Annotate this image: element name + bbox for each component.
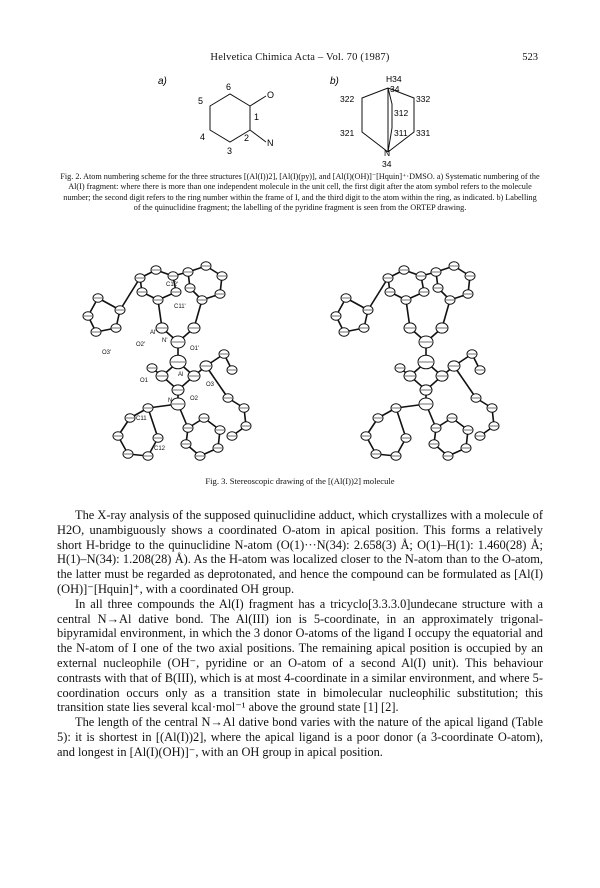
atom-N-cage: N — [384, 148, 391, 158]
atom-331: 331 — [416, 128, 431, 138]
atom-label-c12-prime: C12' — [166, 282, 179, 288]
atom-322: 322 — [340, 94, 355, 104]
page-number: 523 — [522, 52, 538, 63]
atom-311: 311 — [394, 128, 408, 138]
panel-b-cage — [362, 88, 414, 152]
body-text — [57, 508, 543, 760]
atom-34-bottom: 34 — [382, 159, 392, 169]
paragraph-3: The length of the central N→Al dative bond varies with the nature of the apical ligand (Table 5): it is shortest in [(Al(I))2], where the apical ligand is a poor donor (a 3-coordinate O-atom), and longest in [Al(I)(OH)]⁻, with an OH group in apical position. — [57, 715, 543, 759]
atom-2: 2 — [244, 133, 250, 143]
running-header — [0, 52, 600, 68]
figure-3-stereo-drawing — [78, 250, 522, 474]
ortep-stereo-svg — [78, 250, 522, 474]
atom-3: 3 — [227, 146, 233, 156]
atom-N: N — [267, 138, 274, 148]
atom-label-c11: C11 — [136, 416, 147, 422]
atom-label-al: Al — [178, 372, 184, 378]
atom-34-top: 34 — [390, 84, 400, 94]
paragraph-2: In all three compounds the Al(I) fragment has a tricyclo[3.3.3.0]undecane structure with a central N→Al dative bond. The Al(III) ion is 5-coordinate, in an approximately trigonal-bipyramidal environment, in which the 3 donor O-atoms of the ligand I occupy the equatorial and the N-atom of I one of the two axial positions. The remaining apical position is occupied by an external nucleophile (OH⁻, pyridine or an O-atom of a second Al(I) unit). This behaviour contrasts with that of B(III), which is at most 4-coordinate in a similar environment, and where 5-coordination occurs only as a transition state in bimolecular nucleophilic substitution; this transition state lies several kcal·mol⁻¹ above the ground state [1] [2]. — [57, 596, 543, 715]
atom-321: 321 — [340, 128, 355, 138]
atom-label-o3-prime: O3' — [102, 350, 112, 356]
paragraph-1: The X-ray analysis of the supposed quinuclidine adduct, which crystallizes with a molecule of H2O, unambiguously shows a coordinated O-atom in apical position. This forms a relatively short H-bridge to the quinuclidine N-atom (O(1)···N(34): 2.658(3) Å; O(1)–H(1): 1.460(28) Å; H(1)–N(34): 1.208(28) Å). As the H-atom was localized closer to the N-atom than to the O-atom, the latter must be regarded as deprotonated, and hence the compound can be formulated as [Al(I)(OH)]⁻[Hquin]⁺, with a coordinated OH group. — [57, 508, 543, 596]
journal-title: Helvetica Chimica Acta – Vol. 70 (1987) — [210, 52, 390, 63]
atom-4: 4 — [200, 132, 206, 142]
atom-label-n-prime: N' — [162, 338, 168, 344]
atom-label-o3: O3 — [206, 382, 215, 388]
atom-label-n: N — [168, 398, 173, 404]
atom-312: 312 — [394, 108, 409, 118]
atom-label-o2: O2 — [190, 396, 199, 402]
figure-2-diagrams — [150, 74, 450, 170]
atom-label-o1-prime: O1' — [190, 346, 200, 352]
atom-label-c12: C12 — [154, 446, 166, 452]
panel-a-label: a) — [158, 76, 167, 87]
figure-2-caption: Fig. 2. Atom numbering scheme for the three structures [(Al(I))2], [Al(I)(py)], and [Al(I)(OH)]⁻[Hquin]⁺·DMSO. a) Systematic numbering of the Al(I) fragment: where there is more than one independent molecule in the unit cell, the first digit after the atom symbol refers to the molecule number; the second digit refers to the ring number within the frame of I, and the third digit to the atom within the ring, as indicated. b) Labelling of the quinuclidine fragment; the labelling of the pyridine fragment is seen from the ORTEP drawing. — [60, 172, 540, 213]
figure-3-caption: Fig. 3. Stereoscopic drawing of the [(Al(I))2] molecule — [205, 476, 395, 486]
panel-b-label: b) — [330, 76, 339, 87]
atom-5: 5 — [198, 96, 204, 106]
numbering-scheme-svg — [150, 74, 450, 170]
atom-label-al-prime: Al' — [150, 330, 157, 336]
atom-332: 332 — [416, 94, 431, 104]
atom-label-o2-prime: O2' — [136, 342, 146, 348]
atom-O: O — [267, 90, 275, 100]
atom-label-o1: O1 — [140, 378, 149, 384]
atom-H34: H34 — [386, 74, 402, 84]
atom-label-c11-prime: C11' — [174, 304, 186, 310]
atom-1: 1 — [254, 112, 260, 122]
atom-6: 6 — [226, 82, 232, 92]
